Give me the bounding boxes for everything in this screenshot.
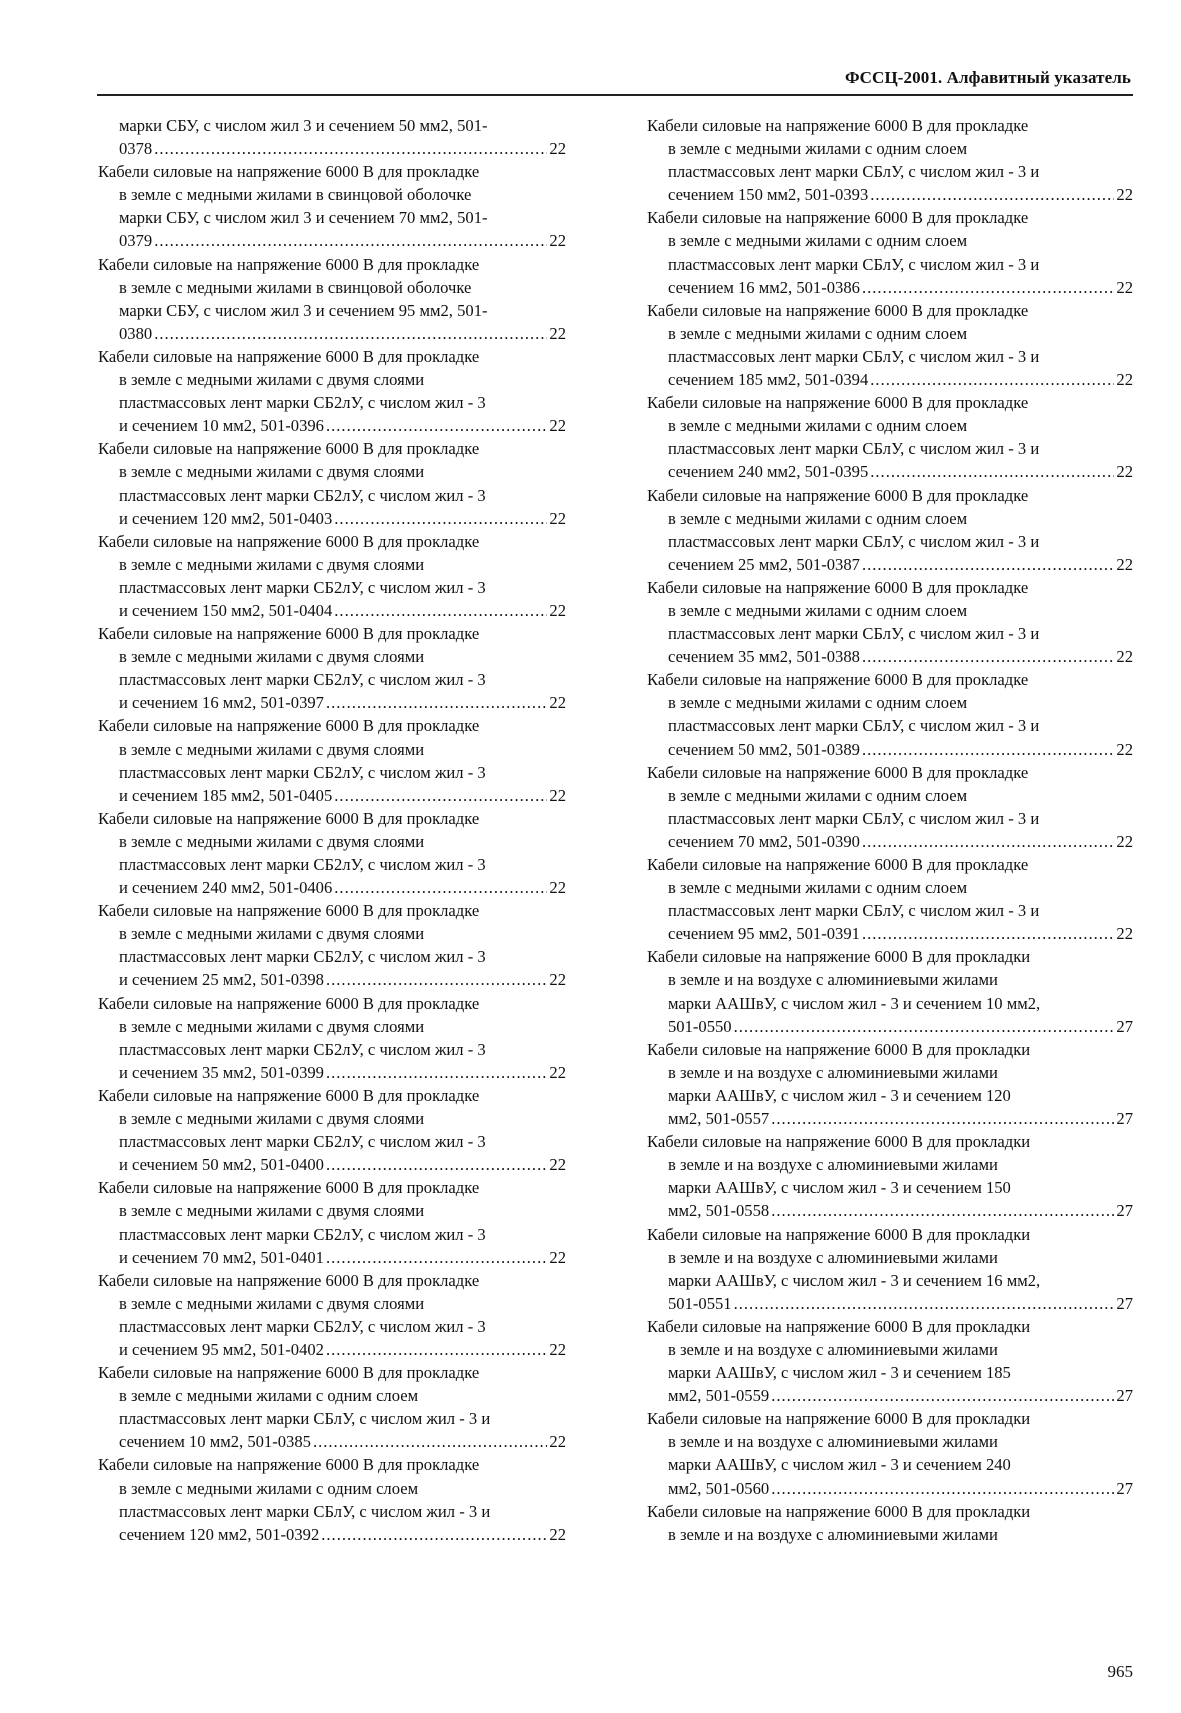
index-entry — [98, 1084, 566, 1176]
index-entry-line: Кабели силовые на напряжение 6000 В для прокладки — [647, 1132, 1031, 1152]
index-entry-line: пластмассовых лент марки СБ2лУ, с числом жил - 3 — [119, 1039, 486, 1059]
index-entry-line: Кабели силовые на напряжение 6000 В для прокладки — [647, 1409, 1031, 1429]
index-entry-line: пластмассовых лент марки СБ2лУ, с числом жил - 3 — [119, 577, 486, 597]
index-entry-line: в земле с медными жилами с двумя слоями — [119, 1293, 425, 1313]
index-entry-code: и сечением 35 мм2, 501-0399 — [119, 1062, 324, 1082]
index-entry-line: Кабели силовые на напряжение 6000 В для прокладке — [647, 116, 1029, 135]
index-entry-line: Кабели силовые на напряжение 6000 В для прокладке — [98, 1085, 480, 1105]
index-entry-page-ref: 22 — [1116, 739, 1133, 759]
index-entry-last-line — [119, 507, 566, 530]
index-entry-line: Кабели силовые на напряжение 6000 В для прокладке — [647, 300, 1029, 320]
index-entry-code: 0379 — [119, 231, 153, 251]
index-entry-page-ref: 22 — [1116, 277, 1133, 297]
index-entry-line: Кабели силовые на напряжение 6000 В для прокладке — [647, 208, 1029, 228]
dot-leader — [334, 876, 547, 899]
dot-leader — [870, 368, 1114, 391]
index-entry — [647, 1223, 1133, 1315]
dot-leader — [326, 1061, 547, 1084]
index-entry-last-line — [119, 968, 566, 991]
index-entry-page-ref: 22 — [1116, 462, 1133, 482]
index-entry — [647, 576, 1133, 668]
index-entry-line: в земле с медными жилами с двумя слоями — [119, 1201, 425, 1221]
index-entry-line: Кабели силовые на напряжение 6000 В для прокладке — [98, 1178, 480, 1198]
dot-leader — [862, 922, 1114, 945]
index-entry-line: в земле и на воздухе с алюминиевыми жилами — [668, 1524, 998, 1544]
dot-leader — [326, 1246, 547, 1269]
index-entry — [647, 114, 1133, 206]
index-entry-line: марки СБУ, с числом жил 3 и сечением 70 мм2, 501- — [119, 208, 488, 228]
dot-leader — [334, 507, 547, 530]
index-entry-line: марки ААШвУ, с числом жил - 3 и сечением 150 — [668, 1178, 1011, 1198]
index-entry-code: мм2, 501-0560 — [668, 1478, 770, 1498]
index-entry-page-ref: 22 — [549, 878, 566, 898]
index-entry-line: пластмассовых лент марки СБлУ, с числом жил - 3 и — [668, 901, 1040, 921]
index-entry — [647, 853, 1133, 945]
index-entry-code: сечением 35 мм2, 501-0388 — [668, 647, 860, 667]
index-entry-last-line — [668, 1015, 1133, 1038]
index-entry-page-ref: 22 — [549, 1155, 566, 1175]
index-entry-line: марки ААШвУ, с числом жил - 3 и сечением 10 мм2, — [668, 993, 1041, 1013]
index-entry-line: в земле с медными жилами с одним слоем — [668, 508, 968, 528]
index-entry-line: марки СБУ, с числом жил 3 и сечением 50 мм2, 501- — [119, 116, 488, 135]
index-entry-line: Кабели силовые на напряжение 6000 В для прокладке — [98, 993, 480, 1013]
index-entry-line: Кабели силовые на напряжение 6000 В для прокладке — [98, 901, 480, 921]
index-entry-line: Кабели силовые на напряжение 6000 В для прокладке — [98, 716, 480, 736]
index-entry-code: сечением 120 мм2, 501-0392 — [119, 1524, 320, 1544]
index-entry-line: в земле с медными жилами в свинцовой оболочке — [119, 277, 472, 297]
index-entry-line: в земле с медными жилами с одним слоем — [668, 600, 968, 620]
index-entry-line: пластмассовых лент марки СБлУ, с числом жил - 3 и — [668, 808, 1040, 828]
index-entry-line: пластмассовых лент марки СБ2лУ, с числом жил - 3 — [119, 855, 486, 874]
index-entry-line: марки ААШвУ, с числом жил - 3 и сечением 16 мм2, — [668, 1270, 1041, 1290]
index-entry-code: 0380 — [119, 323, 153, 343]
index-entry-last-line — [119, 229, 566, 252]
index-entry-code: сечением 240 мм2, 501-0395 — [668, 462, 869, 482]
index-entry-last-line — [668, 830, 1133, 853]
index-entry — [98, 1361, 566, 1453]
index-entry — [98, 437, 566, 529]
index-entry-line: в земле и на воздухе с алюминиевыми жилами — [668, 1247, 998, 1267]
index-entry-line: Кабели силовые на напряжение 6000 В для прокладке — [647, 670, 1029, 690]
index-entry-line: марки ААШвУ, с числом жил - 3 и сечением 185 — [668, 1363, 1011, 1383]
index-entry-last-line — [668, 460, 1133, 483]
page-number: 965 — [1107, 1662, 1133, 1681]
index-entry-last-line — [668, 645, 1133, 668]
index-entry-line: Кабели силовые на напряжение 6000 В для прокладке — [98, 1270, 480, 1290]
index-entry-page-ref: 22 — [549, 970, 566, 990]
index-entry-page-ref: 27 — [1116, 1201, 1133, 1221]
index-entry — [647, 1407, 1133, 1499]
index-entry-line: в земле с медными жилами с одним слоем — [119, 1478, 419, 1498]
index-entry-line: в земле с медными жилами с одним слоем — [668, 785, 968, 805]
index-entry-line: пластмассовых лент марки СБ2лУ, с числом жил - 3 — [119, 1224, 486, 1244]
index-entry-line: в земле и на воздухе с алюминиевыми жилами — [668, 1339, 998, 1359]
index-entry-page-ref: 22 — [1116, 647, 1133, 667]
index-entry — [647, 299, 1133, 391]
index-entry — [647, 761, 1133, 853]
index-entry-line: в земле с медными жилами с двумя слоями — [119, 1016, 425, 1036]
index-entry-line: в земле с медными жилами с одним слоем — [668, 878, 968, 898]
index-entry-line: пластмассовых лент марки СБ2лУ, с числом жил - 3 — [119, 485, 486, 505]
index-entry-line: марки СБУ, с числом жил 3 и сечением 95 мм2, 501- — [119, 300, 488, 320]
index-entry-page-ref: 22 — [1116, 185, 1133, 205]
index-entry-code: сечением 150 мм2, 501-0393 — [668, 185, 869, 205]
index-entry-line: Кабели силовые на напряжение 6000 В для прокладке — [647, 577, 1029, 597]
index-entry-last-line — [119, 1246, 566, 1269]
dot-leader — [154, 322, 547, 345]
dot-leader — [862, 645, 1114, 668]
index-entry-line: в земле с медными жилами с двумя слоями — [119, 370, 425, 390]
index-entry-last-line — [119, 784, 566, 807]
index-entry-page-ref: 22 — [1116, 370, 1133, 390]
index-entry-line: Кабели силовые на напряжение 6000 В для прокладке — [98, 624, 480, 644]
dot-leader — [734, 1015, 1115, 1038]
index-entry-page-ref: 22 — [549, 139, 566, 159]
index-entry-code: и сечением 16 мм2, 501-0397 — [119, 693, 324, 713]
index-entry-line: в земле с медными жилами с двумя слоями — [119, 1109, 425, 1129]
index-entry-page-ref: 22 — [549, 323, 566, 343]
index-entry-line: Кабели силовые на напряжение 6000 В для прокладке — [98, 439, 480, 459]
index-entry-line: пластмассовых лент марки СБлУ, с числом жил - 3 и — [668, 624, 1040, 644]
index-entry-page-ref: 22 — [549, 600, 566, 620]
index-entry-line: в земле с медными жилами в свинцовой оболочке — [119, 185, 472, 205]
index-entry-page-ref: 22 — [549, 1524, 566, 1544]
dot-leader — [771, 1199, 1114, 1222]
index-entry-line: пластмассовых лент марки СБ2лУ, с числом жил - 3 — [119, 1132, 486, 1152]
index-entry-line: марки ААШвУ, с числом жил - 3 и сечением 240 — [668, 1455, 1011, 1475]
index-entry-line: пластмассовых лент марки СБ2лУ, с числом жил - 3 — [119, 670, 486, 690]
index-entry-last-line — [668, 1199, 1133, 1222]
dot-leader — [734, 1292, 1115, 1315]
index-entry-code: мм2, 501-0559 — [668, 1386, 770, 1406]
dot-leader — [334, 784, 547, 807]
index-entry-code: и сечением 95 мм2, 501-0402 — [119, 1339, 324, 1359]
index-entry-code: сечением 16 мм2, 501-0386 — [668, 277, 860, 297]
index-entry-line: в земле с медными жилами с двумя слоями — [119, 831, 425, 851]
index-entry-line: Кабели силовые на напряжение 6000 В для прокладки — [647, 1501, 1031, 1521]
index-entry-line: в земле и на воздухе с алюминиевыми жилами — [668, 1155, 998, 1175]
index-entry — [647, 668, 1133, 760]
index-entry-code: сечением 10 мм2, 501-0385 — [119, 1432, 311, 1452]
index-entry — [647, 945, 1133, 1037]
index-entry-page-ref: 22 — [549, 1247, 566, 1267]
index-entry-line: в земле и на воздухе с алюминиевыми жилами — [668, 1432, 998, 1452]
index-entry — [98, 1269, 566, 1361]
index-entry-last-line — [119, 414, 566, 437]
index-entry-last-line — [668, 1292, 1133, 1315]
index-entry-line: пластмассовых лент марки СБлУ, с числом жил - 3 и — [119, 1501, 491, 1521]
dot-leader — [771, 1384, 1114, 1407]
index-entry-page-ref: 22 — [549, 416, 566, 436]
index-entry-code: 0378 — [119, 139, 153, 159]
index-entry-page-ref: 22 — [1116, 554, 1133, 574]
index-entry-line: пластмассовых лент марки СБлУ, с числом жил - 3 и — [668, 716, 1040, 736]
dot-leader — [321, 1523, 547, 1546]
index-entry-last-line — [668, 276, 1133, 299]
index-entry — [98, 899, 566, 991]
index-entry-line: в земле с медными жилами с одним слоем — [668, 416, 968, 436]
dot-leader — [870, 460, 1114, 483]
index-entry-last-line — [668, 553, 1133, 576]
running-header: ФССЦ-2001. Алфавитный указатель — [844, 68, 1131, 87]
index-entry-line: в земле с медными жилами с двумя слоями — [119, 647, 425, 667]
dot-leader — [870, 183, 1114, 206]
index-entry-line: пластмассовых лент марки СБ2лУ, с числом жил - 3 — [119, 393, 486, 413]
index-entry-code: 501-0551 — [668, 1293, 732, 1313]
index-entry-last-line — [119, 322, 566, 345]
index-entry-page-ref: 22 — [549, 1062, 566, 1082]
index-entry-code: и сечением 50 мм2, 501-0400 — [119, 1155, 324, 1175]
index-entry — [647, 206, 1133, 298]
index-entry — [98, 714, 566, 806]
index-entry-code: сечением 95 мм2, 501-0391 — [668, 924, 860, 944]
dot-leader — [862, 738, 1114, 761]
index-entry-last-line — [668, 183, 1133, 206]
index-entry-line: пластмассовых лент марки СБ2лУ, с числом жил - 3 — [119, 762, 486, 782]
index-entry-page-ref: 27 — [1116, 1478, 1133, 1498]
index-entry-line: в земле с медными жилами с двумя слоями — [119, 554, 425, 574]
index-entry-page-ref: 22 — [549, 1432, 566, 1452]
dot-leader — [154, 137, 547, 160]
index-entry-last-line — [119, 1153, 566, 1176]
index-entry — [647, 1130, 1133, 1222]
index-entry-code: сечением 70 мм2, 501-0390 — [668, 831, 860, 851]
index-entry-last-line — [119, 876, 566, 899]
index-entry-last-line — [119, 1338, 566, 1361]
index-entry-line: пластмассовых лент марки СБ2лУ, с числом жил - 3 — [119, 1316, 486, 1336]
index-entry-page-ref: 22 — [549, 1339, 566, 1359]
index-entry-line: Кабели силовые на напряжение 6000 В для прокладке — [98, 162, 480, 182]
index-entry — [98, 160, 566, 252]
index-entry-line: Кабели силовые на напряжение 6000 В для прокладке — [98, 531, 480, 551]
index-entry-last-line — [119, 1061, 566, 1084]
index-entry-line: пластмассовых лент марки СБлУ, с числом жил - 3 и — [668, 346, 1040, 366]
index-entry-line: пластмассовых лент марки СБлУ, с числом жил - 3 и — [668, 254, 1040, 274]
dot-leader — [154, 229, 547, 252]
index-entry-code: и сечением 10 мм2, 501-0396 — [119, 416, 324, 436]
index-entry-line: Кабели силовые на напряжение 6000 В для прокладки — [647, 947, 1031, 967]
index-entry-line: Кабели силовые на напряжение 6000 В для прокладке — [98, 1455, 480, 1475]
index-entry-last-line — [119, 599, 566, 622]
dot-leader — [771, 1107, 1114, 1130]
dot-leader — [771, 1477, 1114, 1500]
index-entry-code: и сечением 25 мм2, 501-0398 — [119, 970, 324, 990]
index-entry-line: марки ААШвУ, с числом жил - 3 и сечением 120 — [668, 1085, 1011, 1105]
index-entry-line: пластмассовых лент марки СБлУ, с числом жил - 3 и — [668, 439, 1040, 459]
index-entry-code: и сечением 185 мм2, 501-0405 — [119, 785, 333, 805]
index-entry-last-line — [668, 922, 1133, 945]
index-entry — [647, 1038, 1133, 1130]
index-entry-page-ref: 27 — [1116, 1016, 1133, 1036]
index-entry-line: Кабели силовые на напряжение 6000 В для прокладке — [98, 1363, 480, 1383]
index-entry — [98, 622, 566, 714]
index-entry-page-ref: 22 — [549, 508, 566, 528]
index-entry-page-ref: 27 — [1116, 1293, 1133, 1313]
index-entry-code: сечением 25 мм2, 501-0387 — [668, 554, 860, 574]
index-entry-code: и сечением 240 мм2, 501-0406 — [119, 878, 333, 898]
index-entry-line: в земле с медными жилами с одним слоем — [668, 693, 968, 713]
index-entry — [647, 391, 1133, 483]
index-entry-line: в земле и на воздухе с алюминиевыми жилами — [668, 970, 998, 990]
index-entry-last-line — [119, 137, 566, 160]
index-entry-last-line — [668, 1477, 1133, 1500]
index-entry — [98, 114, 566, 160]
index-entry-line: в земле с медными жилами с одним слоем — [668, 323, 968, 343]
index-entry-line: Кабели силовые на напряжение 6000 В для прокладке — [647, 393, 1029, 413]
dot-leader — [326, 1153, 547, 1176]
dot-leader — [862, 830, 1114, 853]
index-entry — [98, 807, 566, 899]
dot-leader — [326, 1338, 547, 1361]
index-entry-last-line — [668, 1107, 1133, 1130]
index-entry — [647, 1500, 1133, 1546]
index-entry-code: и сечением 70 мм2, 501-0401 — [119, 1247, 324, 1267]
index-entry-last-line — [668, 1384, 1133, 1407]
index-entry — [98, 992, 566, 1084]
dot-leader — [862, 276, 1114, 299]
index-entry-code: и сечением 150 мм2, 501-0404 — [119, 600, 333, 620]
index-entry — [98, 1176, 566, 1268]
index-entry-code: 501-0550 — [668, 1016, 732, 1036]
index-entry-code: мм2, 501-0557 — [668, 1109, 770, 1129]
index-entry-page-ref: 22 — [549, 231, 566, 251]
index-entry-line: в земле с медными жилами с одним слоем — [119, 1386, 419, 1406]
index-entry-last-line — [119, 1430, 566, 1453]
index-entry-line: Кабели силовые на напряжение 6000 В для прокладке — [98, 346, 480, 366]
index-entry-page-ref: 22 — [549, 785, 566, 805]
index-entry-line: Кабели силовые на напряжение 6000 В для прокладке — [647, 762, 1029, 782]
index-entry — [647, 484, 1133, 576]
dot-leader — [326, 968, 547, 991]
index-entry-line: Кабели силовые на напряжение 6000 В для прокладке — [98, 808, 480, 828]
index-entry-line: пластмассовых лент марки СБлУ, с числом жил - 3 и — [668, 531, 1040, 551]
index-entry — [98, 345, 566, 437]
index-entry — [647, 1315, 1133, 1407]
index-entry-page-ref: 22 — [1116, 831, 1133, 851]
index-entry-code: сечением 50 мм2, 501-0389 — [668, 739, 860, 759]
index-entry-line: Кабели силовые на напряжение 6000 В для прокладке — [647, 855, 1029, 874]
index-entry-page-ref: 22 — [549, 693, 566, 713]
index-entry-line: в земле с медными жилами с одним слоем — [668, 231, 968, 251]
dot-leader — [862, 553, 1114, 576]
index-entry — [98, 253, 566, 345]
index-entry-line: пластмассовых лент марки СБлУ, с числом жил - 3 и — [668, 162, 1040, 182]
index-entry-last-line — [119, 1523, 566, 1546]
index-entry-line: пластмассовых лент марки СБлУ, с числом жил - 3 и — [119, 1409, 491, 1429]
index-entry — [98, 1453, 566, 1545]
index-entry-line: пластмассовых лент марки СБ2лУ, с числом жил - 3 — [119, 947, 486, 967]
index-column-left — [98, 114, 566, 1546]
index-entry-code: сечением 185 мм2, 501-0394 — [668, 370, 869, 390]
index-entry-last-line — [119, 691, 566, 714]
index-entry-line: в земле с медными жилами с двумя слоями — [119, 462, 425, 482]
index-entry-page-ref: 22 — [1116, 924, 1133, 944]
index-entry-line: Кабели силовые на напряжение 6000 В для прокладке — [647, 485, 1029, 505]
index-entry-page-ref: 27 — [1116, 1109, 1133, 1129]
index-entry-line: в земле и на воздухе с алюминиевыми жилами — [668, 1062, 998, 1082]
index-entry-code: мм2, 501-0558 — [668, 1201, 770, 1221]
index-column-right — [647, 114, 1133, 1546]
index-entry-last-line — [668, 738, 1133, 761]
dot-leader — [313, 1430, 547, 1453]
index-entry-page-ref: 27 — [1116, 1386, 1133, 1406]
index-entry-line: в земле с медными жилами с двумя слоями — [119, 924, 425, 944]
index-entry-line: Кабели силовые на напряжение 6000 В для прокладки — [647, 1224, 1031, 1244]
index-entry-line: Кабели силовые на напряжение 6000 В для прокладки — [647, 1316, 1031, 1336]
dot-leader — [326, 414, 547, 437]
header-rule — [97, 94, 1133, 96]
index-entry-line: в земле с медными жилами с двумя слоями — [119, 739, 425, 759]
index-entry-line: Кабели силовые на напряжение 6000 В для прокладки — [647, 1039, 1031, 1059]
index-entry — [98, 530, 566, 622]
dot-leader — [326, 691, 547, 714]
index-entry-code: и сечением 120 мм2, 501-0403 — [119, 508, 333, 528]
index-entry-line: в земле с медными жилами с одним слоем — [668, 139, 968, 159]
index-entry-line: Кабели силовые на напряжение 6000 В для прокладке — [98, 254, 480, 274]
index-entry-last-line — [668, 368, 1133, 391]
dot-leader — [334, 599, 547, 622]
